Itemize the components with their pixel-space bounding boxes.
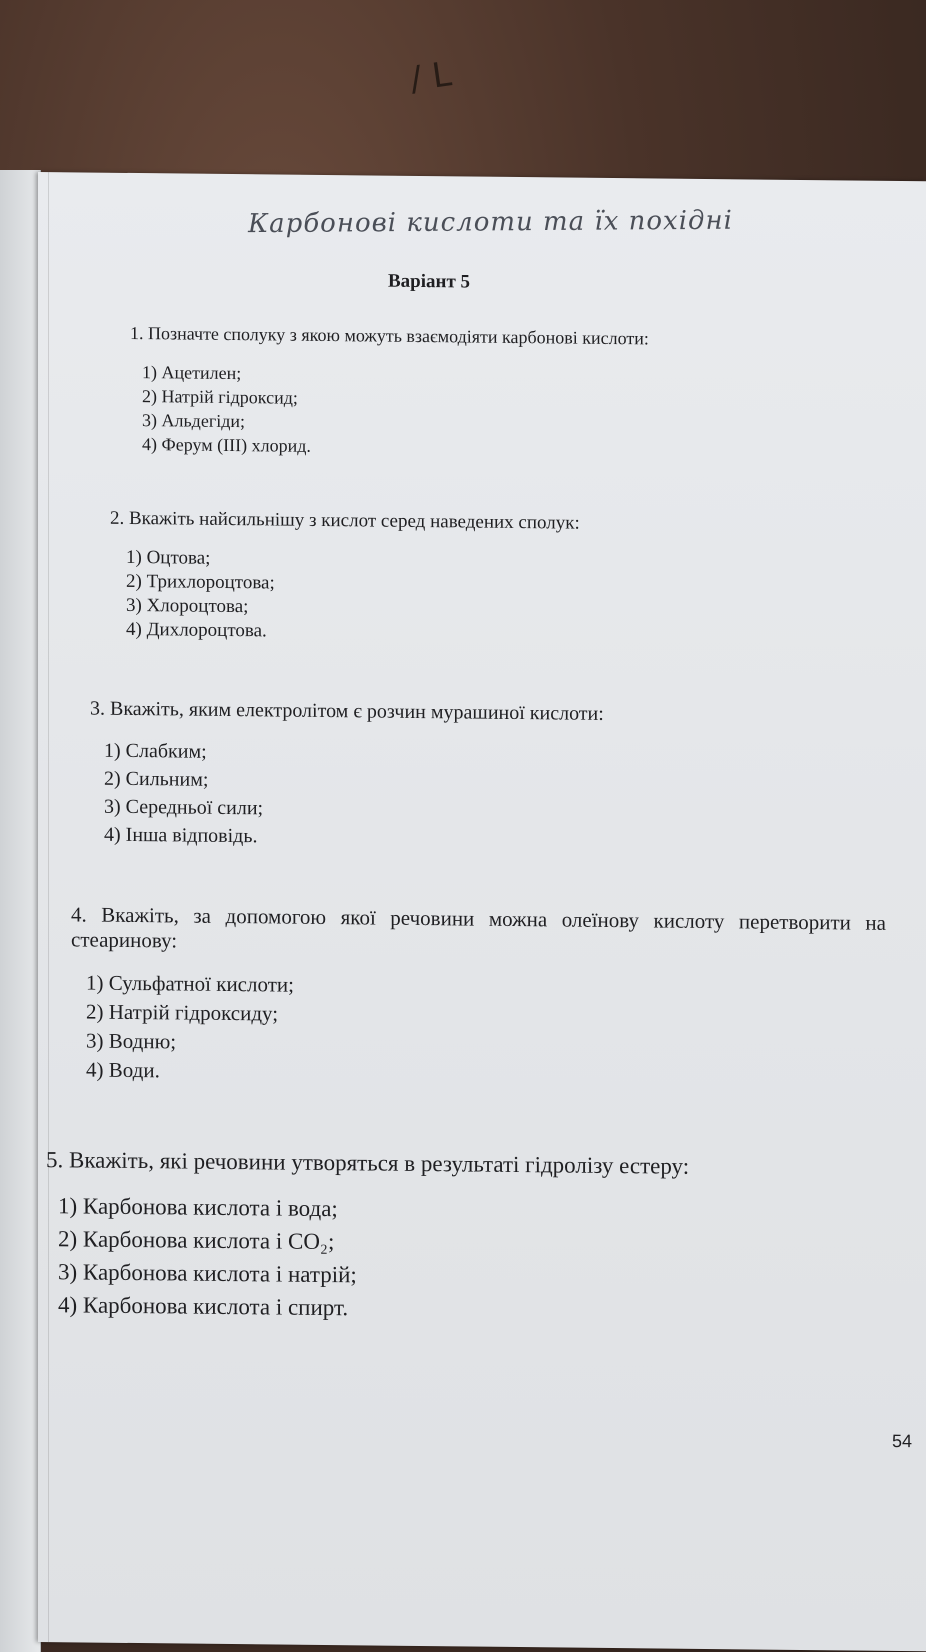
answer-options xyxy=(58,1189,689,1328)
question-text: 5. Вкажіть, які речовини утворяться в результаті гідролізу естеру: xyxy=(46,1147,690,1179)
question-text: 4. Вкажіть, за допомогою якої речовини можна олеїнову кислоту перетворити на стеаринову: xyxy=(71,902,886,953)
answer-options xyxy=(104,737,604,854)
answer-option: 2) Натрій гідроксиду; xyxy=(86,999,279,1026)
answer-option: 2) Натрій гідроксид; xyxy=(142,386,298,408)
worksheet-page xyxy=(38,172,926,1651)
page-number: 54 xyxy=(891,1430,912,1452)
answer-options xyxy=(126,546,580,647)
answer-option: 1) Ацетилен; xyxy=(142,362,242,384)
answer-option: 3) Хлороцтова; xyxy=(126,594,249,618)
answer-option: 3) Карбонова кислота і натрій; xyxy=(58,1259,357,1288)
variant-heading: Варіант 5 xyxy=(388,270,471,293)
answer-option: 3) Водню; xyxy=(86,1028,177,1054)
answer-options xyxy=(142,360,649,461)
answer-option: 4) Дихлороцтова. xyxy=(126,618,267,642)
question-text: 3. Вкажіть, яким електролітом є розчин мурашиної кислоти: xyxy=(90,697,604,725)
answer-option: 3) Альдегіди; xyxy=(142,410,246,432)
answer-option: 3) Середньої сили; xyxy=(104,795,264,820)
answer-option: 4) Ферум (III) хлорид. xyxy=(142,434,311,456)
question-1 xyxy=(130,323,649,461)
answer-option: 2) Сильним; xyxy=(104,767,209,791)
question-4 xyxy=(71,902,886,1093)
underlying-sheet xyxy=(0,170,41,1652)
answer-option: 1) Сульфатної кислоти; xyxy=(86,970,294,997)
question-text: 2. Вкажіть найсильнішу з кислот серед наведених сполук: xyxy=(110,507,580,534)
desk-scribble: / L xyxy=(407,54,454,100)
question-text: 1. Позначте сполуку з якою можуть взаємодіяти карбонові кислоти: xyxy=(130,322,649,349)
answer-option: 4) Карбонова кислота і спирт. xyxy=(58,1292,349,1321)
answer-option: 4) Інша відповідь. xyxy=(104,823,258,848)
answer-option: 2) Трихлороцтова; xyxy=(126,570,275,594)
answer-option: 1) Слабким; xyxy=(104,739,207,763)
question-3 xyxy=(90,698,604,854)
question-5 xyxy=(46,1147,689,1328)
handwritten-title: Карбонові кислоти та їх похідні xyxy=(247,205,734,240)
answer-option: 4) Води. xyxy=(86,1057,160,1083)
answer-option: 2) Карбонова кислота і CO₂; xyxy=(58,1226,335,1255)
answer-options xyxy=(86,969,886,1093)
question-2 xyxy=(110,508,580,647)
answer-option: 1) Оцтова; xyxy=(126,546,211,569)
margin-line xyxy=(48,172,49,1642)
answer-option: 1) Карбонова кислота і вода; xyxy=(58,1193,338,1222)
